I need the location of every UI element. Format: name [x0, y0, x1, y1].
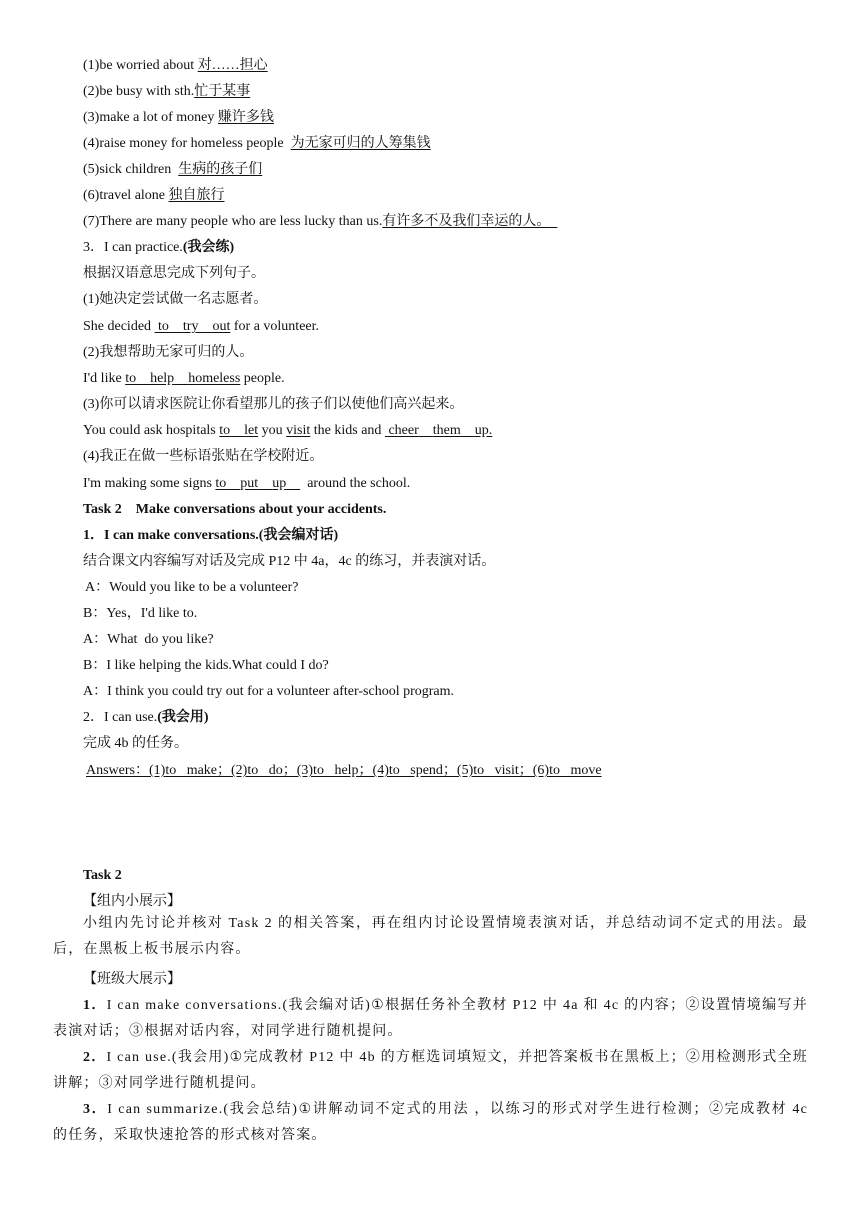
phrase-2: (2)be busy with sth.忙于某事: [83, 84, 251, 99]
practice-q2-en: I'd like to help homeless people.: [83, 371, 285, 386]
dialogue-line: B：Yes，I'd like to.: [83, 606, 198, 621]
phrase-5: (5)sick children 生病的孩子们: [83, 162, 263, 177]
class-display-label: 【班级大展示】: [83, 972, 181, 987]
answers-line: Answers：(1)to make；(2)to do；(3)to help；(4)to spend；(5)to visit；(6)to move: [86, 763, 602, 778]
dialogue-line: B：I like helping the kids.What could I do?: [83, 658, 329, 673]
phrase-4: (4)raise money for homeless people 为无家可归的人筹集钱: [83, 136, 431, 151]
phrase-6: (6)travel alone 独自旅行: [83, 188, 225, 203]
dialogue-line: A：I think you could try out for a volunteer after-school program.: [83, 684, 455, 699]
task2-s2-instruction: 完成 4b 的任务。: [83, 736, 188, 751]
practice-q3-en: You could ask hospitals to let you visit the kids and cheer them up.: [83, 423, 493, 438]
group-display-label: 【组内小展示】: [83, 894, 181, 909]
practice-q1-zh: (1)她决定尝试做一名志愿者。: [83, 292, 268, 307]
task2-s2-heading: 2．I can use.(我会用): [83, 710, 209, 725]
practice-q4-en: I'm making some signs to put up around the school.: [83, 476, 411, 491]
practice-q3-zh: (3)你可以请求医院让你看望那儿的孩子们以使他们高兴起来。: [83, 397, 464, 412]
dialogue-line: A：Would you like to be a volunteer?: [85, 580, 299, 595]
phrase-7: (7)There are many people who are less lucky than us.有许多不及我们幸运的人。: [83, 214, 551, 229]
practice-q1-en: She decided to try out for a volunteer.: [83, 319, 320, 334]
class-item-1: 1．I can make conversations.(我会编对话)①根据任务补全教材 P12 中 4a 和 4c 的内容；②设置情境编写并表演对话；③根据对话内容，对同学进行随机提问。: [53, 998, 809, 1039]
phrase-1: (1)be worried about 对……担心: [83, 58, 268, 73]
class-item-3: 3．I can summarize.(我会总结)①讲解动词不定式的用法 ，以练习的形式对学生进行检测；②完成教材 4c 的任务，采取快速抢答的形式核对答案。: [53, 1102, 808, 1143]
group-display-text: 小组内先讨论并核对 Task 2 的相关答案，再在组内讨论设置情境表演对话，并总结动词不定式的用法。最后，在黑板上板书展示内容。: [53, 916, 808, 957]
task2-title: Task 2 Make conversations about your accidents.: [83, 502, 387, 517]
practice-instruction: 根据汉语意思完成下列句子。: [83, 266, 265, 281]
phrase-3: (3)make a lot of money 赚许多钱: [83, 110, 274, 125]
class-item-2: 2．I can use.(我会用)①完成教材 P12 中 4b 的方框选词填短文，并把答案板书在黑板上；②用检测形式全班讲解；③对同学进行随机提问。: [53, 1050, 809, 1091]
practice-q4-zh: (4)我正在做一些标语张贴在学校附近。: [83, 449, 324, 464]
task2-s1-heading: 1．I can make conversations.(我会编对话): [83, 528, 339, 543]
practice-q2-zh: (2)我想帮助无家可归的人。: [83, 345, 254, 360]
dialogue-line: A：What do you like?: [83, 632, 214, 647]
practice-heading: 3．I can practice.(我会练): [83, 240, 235, 255]
teacher-task-title: Task 2: [83, 868, 122, 883]
task2-s1-instruction: 结合课文内容编写对话及完成 P12 中 4a，4c 的练习，并表演对话。: [83, 554, 496, 569]
